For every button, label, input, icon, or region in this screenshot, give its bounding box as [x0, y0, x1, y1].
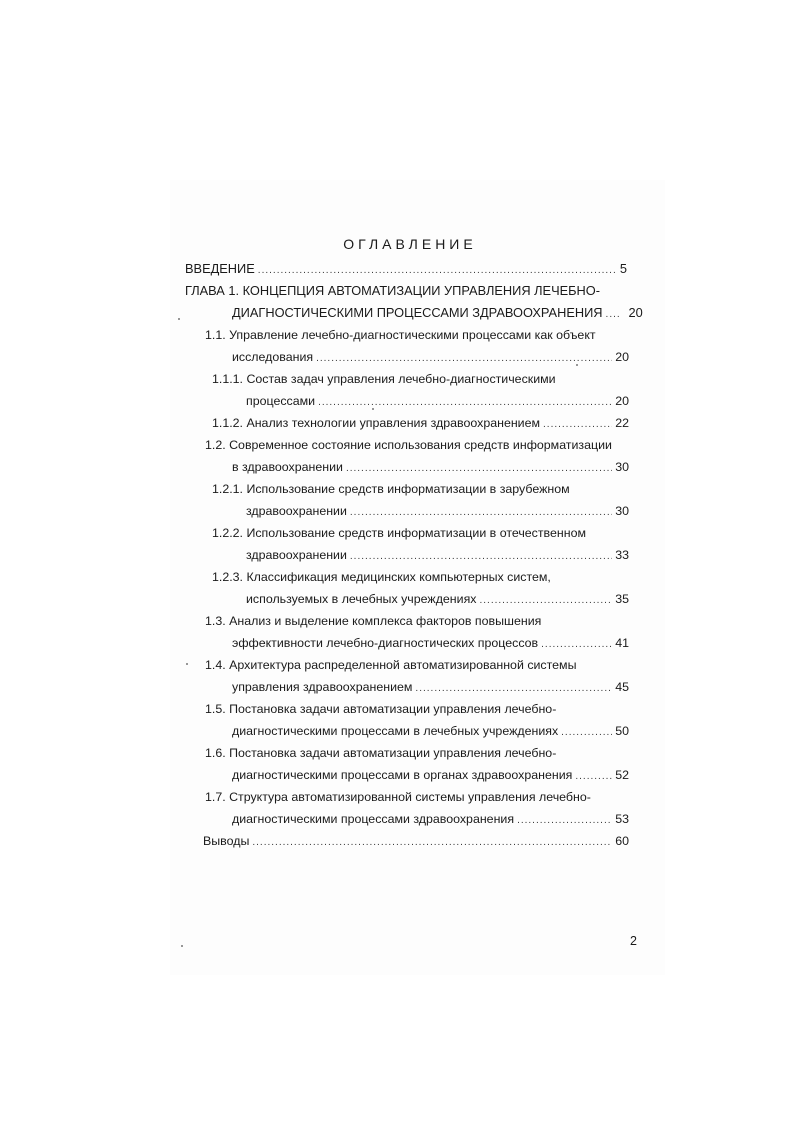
toc-page-number: 30 [615, 504, 629, 518]
toc-entry-1-4 [232, 678, 629, 696]
leader-dots [258, 262, 617, 280]
toc-entry-1-4-line1: 1.4. Архитектура распределенной автоматизированной системы [205, 658, 577, 672]
toc-page-number: 50 [615, 724, 629, 738]
toc-entry-text: используемых в лечебных учреждениях [246, 592, 477, 606]
page-title: ОГЛАВЛЕНИЕ [343, 236, 477, 252]
toc-page-number: 20 [615, 350, 629, 364]
toc-entry-conclusions [203, 832, 629, 850]
toc-entry-text: процессами [246, 394, 316, 408]
toc-page-number: 53 [615, 812, 629, 826]
leader-dots [561, 724, 612, 742]
leader-dots [541, 636, 612, 654]
leader-dots [346, 460, 612, 478]
toc-entry-1-1-line1: 1.1. Управление лечебно-диагностическими процессами как объект [205, 328, 596, 342]
toc-entry-1-2-1-line1: 1.2.1. Использование средств информатизации в зарубежном [212, 482, 570, 496]
toc-entry-text: диагностическими процессами в органах здравоохранения [232, 768, 573, 782]
toc-entry-text: диагностическими процессами в лечебных учреждениях [232, 724, 559, 738]
toc-entry-1-1-1-line1: 1.1.1. Состав задач управления лечебно-диагностическими [212, 372, 556, 386]
scan-speck [186, 663, 188, 665]
toc-entry-1-2-2-line1: 1.2.2. Использование средств информатизации в отечественном [212, 526, 586, 540]
toc-entry-text: в здравоохранении [232, 460, 343, 474]
toc-entry-text: ДИАГНОСТИЧЕСКИМИ ПРОЦЕССАМИ ЗДРАВООХРАНЕНИЯ [232, 305, 603, 320]
toc-entry-1-3-line1: 1.3. Анализ и выделение комплекса факторов повышения [205, 614, 542, 628]
toc-page-number: 30 [615, 460, 629, 474]
scan-speck [576, 364, 578, 366]
leader-dots [350, 548, 612, 566]
toc-entry-1-1 [232, 348, 629, 366]
toc-entry-text: ВВЕДЕНИЕ [185, 261, 255, 276]
toc-entry-1-2-3 [246, 590, 629, 608]
toc-entry-1-2 [232, 458, 629, 476]
leader-dots [606, 306, 620, 324]
leader-dots [252, 834, 612, 852]
toc-entry-1-6-line1: 1.6. Постановка задачи автоматизации управления лечебно- [205, 746, 557, 760]
toc-page-number: 35 [615, 592, 629, 606]
toc-entry-1-7-line1: 1.7. Структура автоматизированной системы управления лечебно- [205, 790, 591, 804]
toc-page-number: 20 [615, 394, 629, 408]
page-footer-number: 2 [630, 934, 637, 948]
leader-dots [415, 680, 612, 698]
toc-page-number: 22 [615, 416, 629, 430]
toc-entry-text: здравоохранении [246, 548, 347, 562]
toc-entry-1-1-1 [246, 392, 629, 410]
leader-dots [350, 504, 612, 522]
leader-dots [575, 768, 612, 786]
toc-entry-text: эффективности лечебно-диагностических процессов [232, 636, 539, 650]
leader-dots [479, 592, 612, 610]
leader-dots [543, 416, 612, 434]
toc-page-number: 52 [615, 768, 629, 782]
toc-entry-1-5-line1: 1.5. Постановка задачи автоматизации управления лечебно- [205, 702, 557, 716]
toc-entry-1-3 [232, 634, 629, 652]
toc-entry-1-1-2 [212, 414, 629, 432]
toc-entry-1-6 [232, 766, 629, 784]
toc-entry-text: управления здравоохранением [232, 680, 413, 694]
toc-page-number: 33 [615, 548, 629, 562]
scan-speck [372, 408, 374, 410]
toc-entry-chapter1-line1: ГЛАВА 1. КОНЦЕПЦИЯ АВТОМАТИЗАЦИИ УПРАВЛЕНИЯ ЛЕЧЕБНО- [185, 283, 600, 298]
toc-page-number: 41 [615, 636, 629, 650]
toc-page-number: 60 [615, 834, 629, 848]
toc-entry-1-5 [232, 722, 629, 740]
toc-entry-1-7 [232, 810, 629, 828]
leader-dots [316, 350, 612, 368]
toc-entry-text: 1.1.2. Анализ технологии управления здравоохранением [212, 416, 541, 430]
toc-page-number: 45 [615, 680, 629, 694]
toc-entry-text: диагностическими процессами здравоохранения [232, 812, 515, 826]
toc-entry-1-2-3-line1: 1.2.3. Классификация медицинских компьютерных систем, [212, 570, 551, 584]
toc-page-number: 5 [619, 261, 627, 276]
leader-dots [318, 394, 612, 412]
toc-page-number: 20 [628, 305, 643, 320]
toc-entry-introduction [185, 260, 627, 278]
toc-entry-1-2-2 [246, 546, 629, 564]
toc-entry-text: Выводы [203, 834, 250, 848]
toc-entry-text: здравоохранении [246, 504, 347, 518]
scan-speck [178, 318, 180, 320]
toc-entry-1-2-1 [246, 502, 629, 520]
toc-entry-text: исследования [232, 350, 314, 364]
toc-entry-1-2-line1: 1.2. Современное состояние использования средств информатизации [205, 438, 612, 452]
toc-entry-chapter1 [232, 304, 643, 322]
leader-dots [517, 812, 612, 830]
scan-speck [181, 945, 183, 947]
